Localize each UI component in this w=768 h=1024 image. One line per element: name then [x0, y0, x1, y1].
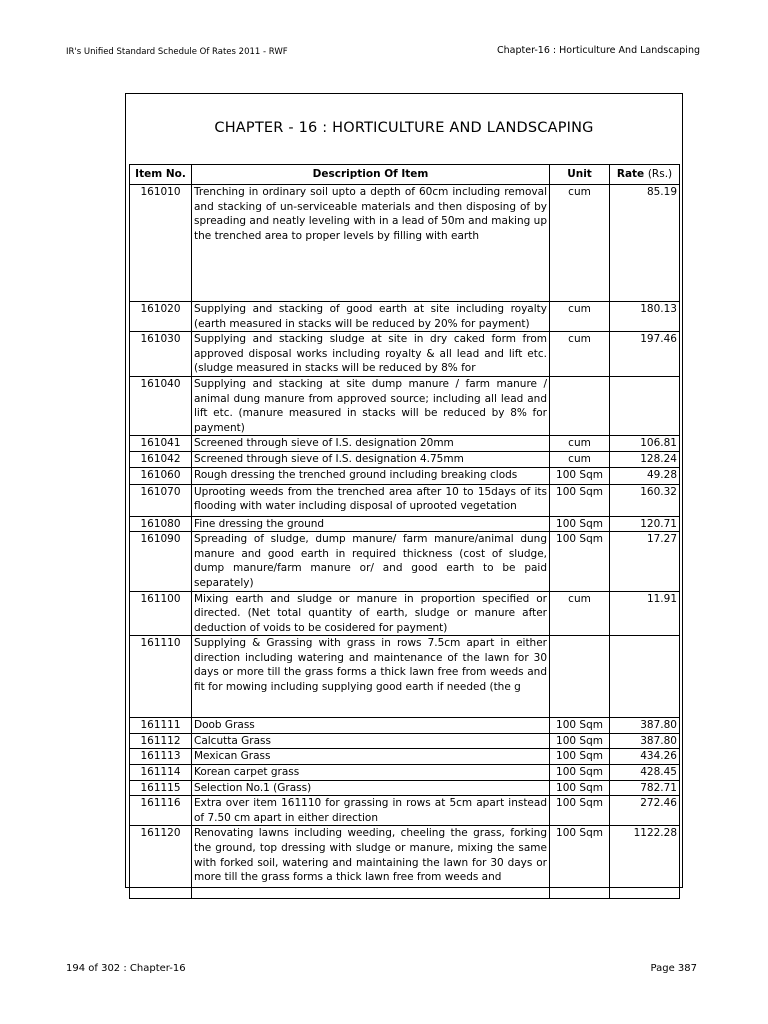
col-header-desc: Description Of Item — [192, 165, 550, 185]
item-number: 161030 — [130, 332, 192, 377]
item-rate: 160.32 — [610, 484, 680, 516]
item-rate: 387.80 — [610, 733, 680, 749]
item-description: Renovating lawns including weeding, cheeling the grass, forking the ground, top dressing with sludge or manure, mixing the same with forked soil, watering and maintaining the lawn for 30 days or more till the grass forms a thick lawn free from weeds and — [192, 826, 550, 899]
item-number: 161120 — [130, 826, 192, 899]
col-header-rate — [610, 165, 680, 185]
item-number: 161041 — [130, 436, 192, 452]
item-rate: 197.46 — [610, 332, 680, 377]
item-description: Mixing earth and sludge or manure in proportion specified or directed. (Net total quantity of earth, sludge or manure after deduction of voids to be cosidered for payment) — [192, 591, 550, 636]
item-description: Supplying & Grassing with grass in rows 7.5cm apart in either direction including watering and maintenance of the lawn for 30 days or more till the grass forms a thick lawn free from weeds and fit for mowing including supplying good earth if needed (the g — [192, 636, 550, 718]
item-number: 161116 — [130, 796, 192, 826]
item-description: Screened through sieve of I.S. designation 4.75mm — [192, 451, 550, 467]
item-number: 161110 — [130, 636, 192, 718]
item-rate: 128.24 — [610, 451, 680, 467]
item-number: 161115 — [130, 780, 192, 796]
item-rate: 180.13 — [610, 302, 680, 332]
rate-currency: (Rs.) — [647, 168, 673, 181]
table-row — [130, 484, 680, 516]
item-number: 161060 — [130, 467, 192, 484]
item-rate: 428.45 — [610, 765, 680, 781]
rates-table — [129, 164, 680, 899]
item-unit: 100 Sqm — [550, 532, 610, 591]
table-row — [130, 185, 680, 302]
item-number: 161070 — [130, 484, 192, 516]
footer-left: 194 of 302 : Chapter-16 — [66, 963, 186, 974]
item-unit: 100 Sqm — [550, 796, 610, 826]
item-rate: 1122.28 — [610, 826, 680, 899]
table-row — [130, 826, 680, 899]
table-row — [130, 467, 680, 484]
item-number: 161040 — [130, 376, 192, 435]
item-unit: cum — [550, 436, 610, 452]
item-description: Supplying and stacking of good earth at site including royalty (earth measured in stacks will be reduced by 20% for payment) — [192, 302, 550, 332]
item-unit: cum — [550, 451, 610, 467]
table-row — [130, 780, 680, 796]
table-row — [130, 516, 680, 532]
item-description: Extra over item 161110 for grassing in rows at 5cm apart instead of 7.50 cm apart in either direction — [192, 796, 550, 826]
item-description: Rough dressing the trenched ground including breaking clods — [192, 467, 550, 484]
item-description: Uprooting weeds from the trenched area after 10 to 15days of its flooding with water including disposal of uprooted vegetation — [192, 484, 550, 516]
item-unit — [550, 636, 610, 718]
item-number: 161042 — [130, 451, 192, 467]
item-number: 161114 — [130, 765, 192, 781]
item-unit: 100 Sqm — [550, 765, 610, 781]
chapter-title: CHAPTER - 16 : HORTICULTURE AND LANDSCAPING — [214, 120, 594, 136]
table-row — [130, 532, 680, 591]
item-number: 161111 — [130, 718, 192, 734]
table-row — [130, 332, 680, 377]
item-unit: cum — [550, 302, 610, 332]
item-rate: 85.19 — [610, 185, 680, 302]
table-header-row — [130, 165, 680, 185]
item-unit: 100 Sqm — [550, 733, 610, 749]
item-description: Spreading of sludge, dump manure/ farm manure/animal dung manure and good earth in required thickness (cost of sludge, dump manure/farm manure or/ and good earth to be paid separately) — [192, 532, 550, 591]
table-row — [130, 376, 680, 435]
header-right: Chapter-16 : Horticulture And Landscaping — [497, 45, 700, 56]
table-row — [130, 765, 680, 781]
item-rate — [610, 636, 680, 718]
item-description: Screened through sieve of I.S. designation 20mm — [192, 436, 550, 452]
item-description: Fine dressing the ground — [192, 516, 550, 532]
item-rate: 387.80 — [610, 718, 680, 734]
table-row — [130, 749, 680, 765]
item-description: Supplying and stacking at site dump manure / farm manure / animal dung manure from approved source; including all lead and lift etc. (manure measured in stacks will be reduced by 8% for payment) — [192, 376, 550, 435]
item-unit: 100 Sqm — [550, 826, 610, 899]
item-description: Supplying and stacking sludge at site in dry caked form from approved disposal works including royalty & all lead and lift etc. (sludge measured in stacks will be reduced by 8% for — [192, 332, 550, 377]
chapter-frame — [125, 93, 683, 888]
item-rate: 782.71 — [610, 780, 680, 796]
col-header-unit: Unit — [550, 165, 610, 185]
item-unit: 100 Sqm — [550, 516, 610, 532]
table-row — [130, 636, 680, 718]
item-rate: 49.28 — [610, 467, 680, 484]
item-unit: cum — [550, 185, 610, 302]
item-number: 161090 — [130, 532, 192, 591]
item-rate — [610, 376, 680, 435]
header-left: IR's Unified Standard Schedule Of Rates 2011 - RWF — [66, 47, 288, 57]
item-number: 161020 — [130, 302, 192, 332]
item-rate: 120.71 — [610, 516, 680, 532]
item-unit — [550, 376, 610, 435]
item-number: 161112 — [130, 733, 192, 749]
item-unit: cum — [550, 591, 610, 636]
table-row — [130, 436, 680, 452]
table-row — [130, 733, 680, 749]
table-row — [130, 718, 680, 734]
item-description: Doob Grass — [192, 718, 550, 734]
item-unit: cum — [550, 332, 610, 377]
item-unit: 100 Sqm — [550, 780, 610, 796]
item-unit: 100 Sqm — [550, 718, 610, 734]
item-number: 161100 — [130, 591, 192, 636]
item-description: Korean carpet grass — [192, 765, 550, 781]
table-row — [130, 796, 680, 826]
footer-right: Page 387 — [650, 963, 697, 974]
item-unit: 100 Sqm — [550, 749, 610, 765]
item-rate: 11.91 — [610, 591, 680, 636]
item-description: Trenching in ordinary soil upto a depth of 60cm including removal and stacking of un-serviceable materials and then disposing of by spreading and neatly leveling with in a lead of 50m and making up the trenched area to proper levels by filling with earth — [192, 185, 550, 302]
item-rate: 106.81 — [610, 436, 680, 452]
item-rate: 272.46 — [610, 796, 680, 826]
item-number: 161080 — [130, 516, 192, 532]
table-row — [130, 302, 680, 332]
item-rate: 434.26 — [610, 749, 680, 765]
item-rate: 17.27 — [610, 532, 680, 591]
item-number: 161010 — [130, 185, 192, 302]
item-number: 161113 — [130, 749, 192, 765]
table-row — [130, 451, 680, 467]
item-description: Calcutta Grass — [192, 733, 550, 749]
item-unit: 100 Sqm — [550, 467, 610, 484]
item-description: Selection No.1 (Grass) — [192, 780, 550, 796]
rate-label: Rate — [616, 168, 645, 181]
col-header-item: Item No. — [130, 165, 192, 185]
item-unit: 100 Sqm — [550, 484, 610, 516]
table-row — [130, 591, 680, 636]
item-description: Mexican Grass — [192, 749, 550, 765]
